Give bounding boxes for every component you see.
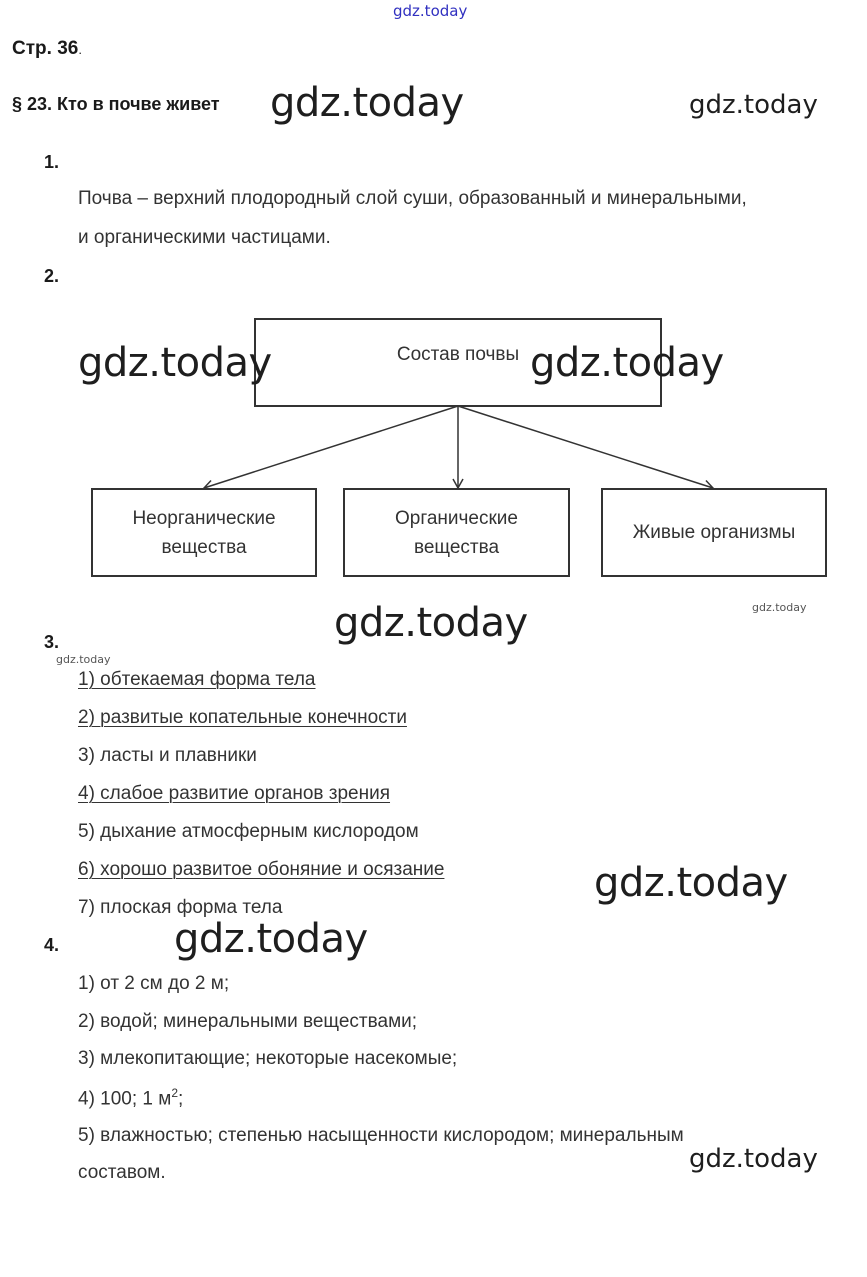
task-3-item-3: 3) ласты и плавники	[78, 745, 257, 766]
task-3-item-4: 4) слабое развитие органов зрения	[78, 783, 391, 804]
child-label-line2: вещества	[413, 536, 500, 558]
task-3-item-6: 6) хорошо развитое обоняние и осязание	[78, 859, 445, 880]
task-4-item-5-line-2: составом.	[78, 1162, 166, 1183]
task-4-item-5-line-1: 5) влажностью; степенью насыщенности кислородом; минеральным	[78, 1125, 684, 1146]
task-1-text-line-2: и органическими частицами.	[78, 227, 331, 248]
child-label-line2: вещества	[161, 536, 247, 558]
task-3-number: 3.	[44, 632, 60, 652]
watermark: gdz.today	[174, 916, 368, 962]
watermark: gdz.today	[689, 1144, 818, 1174]
section-title: § 23. Кто в почве живет	[12, 94, 220, 114]
diagram-child-living	[601, 488, 827, 577]
task-2-number: 2.	[44, 266, 60, 286]
watermark: gdz.today	[78, 340, 272, 386]
watermark: gdz.today	[56, 653, 111, 666]
child-label-line1: Органические	[395, 507, 518, 529]
arrow-to-living	[458, 406, 713, 488]
watermark: gdz.today	[530, 340, 724, 386]
watermark: gdz.today	[334, 600, 528, 646]
watermark: gdz.today	[752, 601, 807, 614]
task-4-item-1: 1) от 2 см до 2 м;	[78, 973, 230, 994]
diagram-child-organic	[343, 488, 570, 577]
task-4-item-4: 4) 100; 1 $м^2$;	[78, 1086, 184, 1110]
watermark: gdz.today	[270, 80, 464, 126]
task-4-item-2: 2) водой; минеральными веществами;	[78, 1011, 418, 1032]
task-1-text-line-1: Почва – верхний плодородный слой суши, образованный и минеральными,	[78, 188, 747, 209]
task-3-item-7: 7) плоская форма тела	[78, 897, 283, 918]
task-4-number: 4.	[44, 935, 60, 955]
child-label-line1: Живые организмы	[632, 522, 796, 543]
child-label-line1: Неорганические	[132, 507, 276, 529]
watermark: gdz.today	[594, 860, 788, 906]
page-reference: Стр. 36.	[12, 38, 82, 59]
task-3-item-1: 1) обтекаемая форма тела	[78, 669, 316, 690]
diagram-root-label: Состав почвы	[396, 344, 520, 365]
task-3-item-5: 5) дыхание атмосферным кислородом	[78, 821, 419, 842]
watermark: gdz.today	[689, 90, 818, 120]
diagram-child-inorganic	[91, 488, 317, 577]
task-4-item-3: 3) млекопитающие; некоторые насекомые;	[78, 1048, 458, 1069]
arrow-to-inorganic	[204, 406, 458, 488]
watermark-top: gdz.today	[393, 2, 468, 20]
task-3-item-2: 2) развитые копательные конечности	[78, 707, 407, 728]
task-1-number: 1.	[44, 152, 60, 172]
